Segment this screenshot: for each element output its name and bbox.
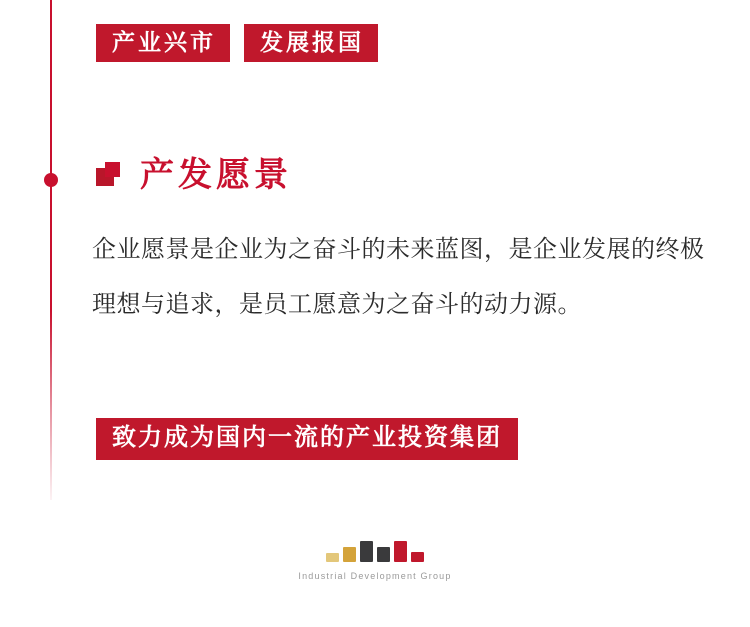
section-title: 产发愿景 [140, 156, 292, 194]
logo-bar [411, 552, 424, 562]
bar-logo-icon [326, 540, 424, 562]
logo-bar [377, 547, 390, 562]
highlight-banner: 致力成为国内一流的产业投资集团 [96, 418, 518, 460]
slogan-tag: 发展报国 [244, 24, 378, 62]
square-bullet-icon [96, 162, 122, 188]
section-body-text: 企业愿景是企业为之奋斗的未来蓝图，是企业发展的终极理想与追求，是员工愿意为之奋斗的动力源。 [92, 236, 705, 318]
footer [0, 540, 750, 581]
slogan-tag-row [96, 24, 378, 62]
logo-bar [343, 547, 356, 562]
logo-bar [360, 541, 373, 562]
logo-bar [394, 541, 407, 562]
logo-bar [326, 553, 339, 562]
section-heading [96, 158, 292, 192]
timeline-dot-icon [44, 173, 58, 187]
slogan-tag: 产业兴市 [96, 24, 230, 62]
timeline-rail [50, 0, 52, 500]
footer-caption: Industrial Development Group [298, 571, 452, 581]
